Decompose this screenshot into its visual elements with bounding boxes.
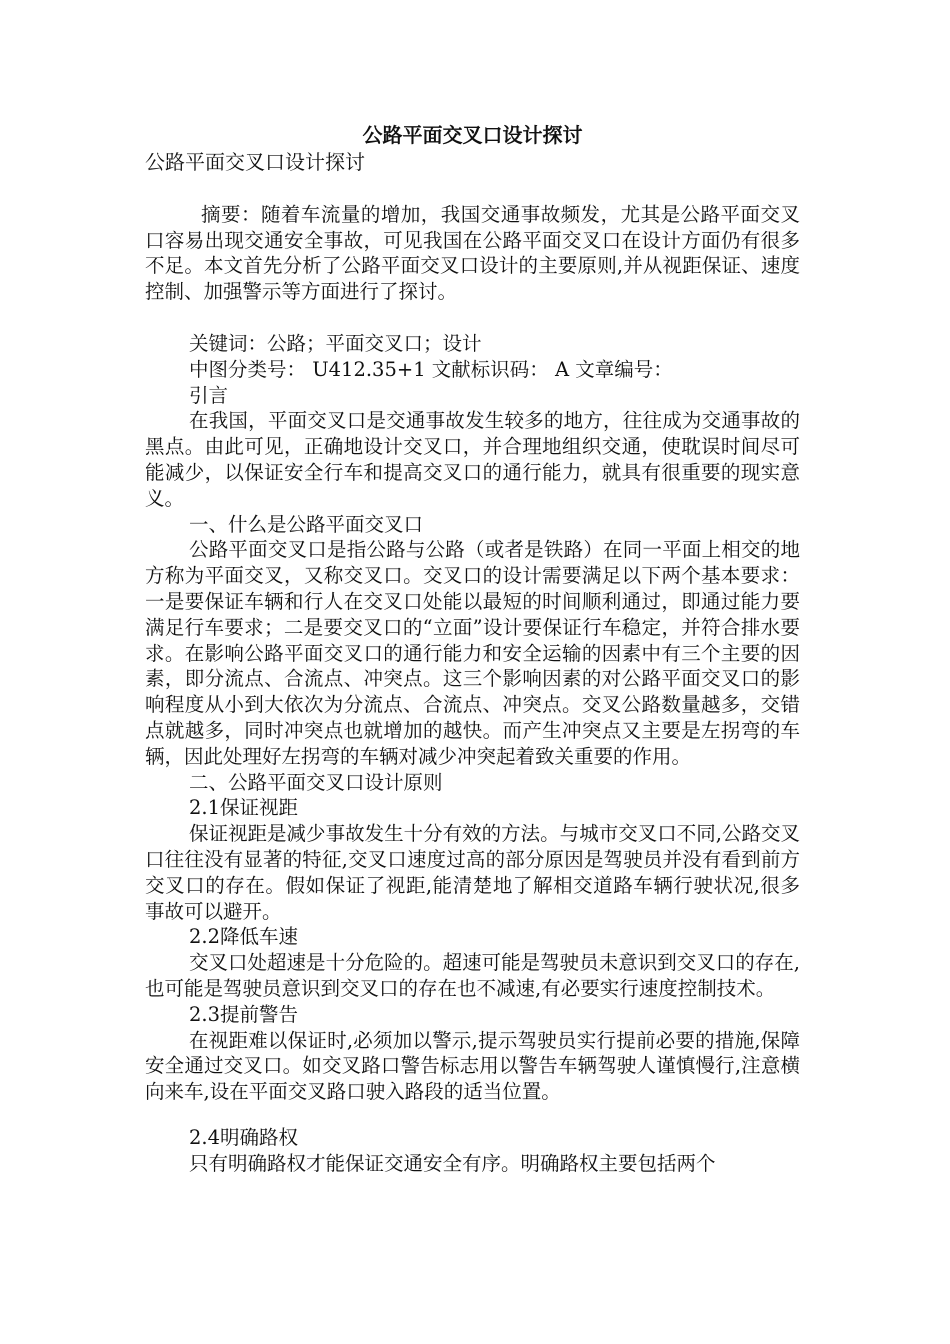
subsection-2-2-paragraph: 交叉口处超速是十分危险的。超速可能是驾驶员未意识到交叉口的存在,也可能是驾驶员意识到交叉口的存在也不减速,有必要实行速度控制技术。 xyxy=(145,951,800,1000)
subsection-2-3-heading: 2.3提前警告 xyxy=(189,1002,299,1026)
section1-paragraph: 公路平面交叉口是指公路与公路（或者是铁路）在同一平面上相交的地方称为平面交叉，又称交叉口。交叉口的设计需要满足以下两个基本要求：一是要保证车辆和行人在交叉口处能以最短的时间顺利通过，即通过能力要满足行车要求；二是要交叉口的“立面”设计要保证行车稳定，并符合排水要求。在影响公路平面交叉口的通行能力和安全运输的因素中有三个主要的因素，即分流点、合流点、冲突点。这三个影响因素的对公路平面交叉口的影响程度从小到大依次为分流点、合流点、冲突点。交叉公路数量越多，交错点就越多，同时冲突点也就增加的越快。而产生冲突点又主要是左拐弯的车辆，因此处理好左拐弯的车辆对减少冲突起着致关重要的作用。 xyxy=(145,538,800,768)
intro-paragraph: 在我国，平面交叉口是交通事故发生较多的地方，往往成为交通事故的黑点。由此可见，正确地设计交叉口，并合理地组织交通，使耽误时间尽可能减少，以保证安全行车和提高交叉口的通行能力，就具有很重要的现实意义。 xyxy=(145,409,800,510)
classification-line: 中图分类号： U412.35+1 文献标识码： A 文章编号： xyxy=(189,357,673,381)
keywords-line: 关键词：公路；平面交叉口；设计 xyxy=(189,331,482,355)
subsection-2-3-paragraph: 在视距难以保证时,必须加以警示,提示驾驶员实行提前必要的措施,保障安全通过交叉口。如交叉路口警告标志用以警告车辆驾驶人谨慎慢行,注意横向来车,设在平面交叉路口驶入路段的适当位置。 xyxy=(145,1028,800,1104)
spacer xyxy=(145,176,800,202)
document-subtitle: 公路平面交叉口设计探讨 xyxy=(145,150,365,174)
subsection-2-1-heading: 2.1保证视距 xyxy=(189,796,299,820)
section1-heading: 一、什么是公路平面交叉口 xyxy=(189,512,424,536)
spacer xyxy=(145,305,800,331)
subsection-2-1-paragraph: 保证视距是减少事故发生十分有效的方法。与城市交叉口不同,公路交叉口往往没有显著的特征,交叉口速度过高的部分原因是驾驶员并没有看到前方交叉口的存在。假如保证了视距,能清楚地了解相交道路车辆行驶状况,很多事故可以避开。 xyxy=(145,822,800,923)
subsection-2-2-heading: 2.2降低车速 xyxy=(189,925,299,949)
subsection-2-4-paragraph: 只有明确路权才能保证交通安全有序。明确路权主要包括两个 xyxy=(189,1151,716,1175)
abstract-paragraph: 摘要：随着车流量的增加，我国交通事故频发，尤其是公路平面交叉口容易出现交通安全事故，可见我国在公路平面交叉口在设计方面仍有很多不足。本文首先分析了公路平面交叉口设计的主要原则,并从视距保证、速度控制、加强警示等方面进行了探讨。 xyxy=(145,202,800,304)
spacer xyxy=(145,1105,800,1125)
document-body xyxy=(145,122,800,1176)
section2-heading: 二、公路平面交叉口设计原则 xyxy=(189,770,443,794)
subsection-2-4-heading: 2.4明确路权 xyxy=(189,1125,299,1149)
intro-heading: 引言 xyxy=(189,383,229,407)
document-title: 公路平面交叉口设计探讨 xyxy=(362,123,583,147)
